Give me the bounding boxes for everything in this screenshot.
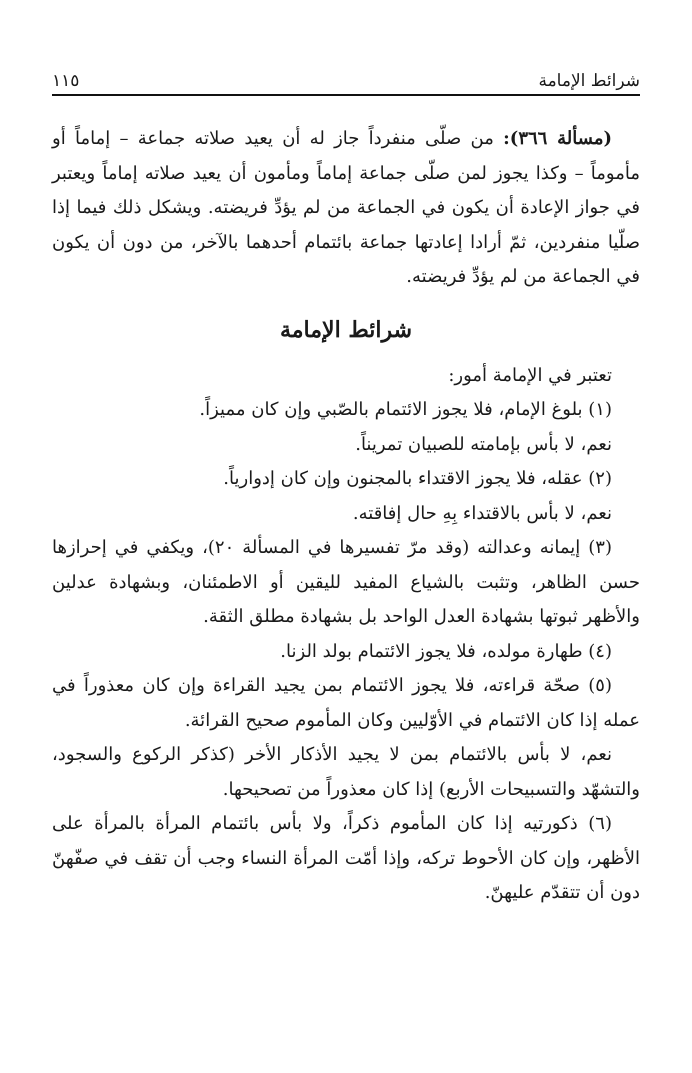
running-title: شرائط الإمامة [538, 71, 640, 91]
condition-6-masculinity: (٦) ذكورتيه إذا كان المأموم ذكراً، ولا بأس بائتمام المرأة بالمرأة على الأظهر، وإن كان الأحوط تركه، وإذا أمّت المرأة النساء وجب أن تقف في صفّهنّ دون أن تتقدّم عليهنّ. [52, 813, 640, 903]
masala-label: (مسألة ٣٦٦): [503, 128, 612, 149]
condition-4-legitimacy: (٤) طهارة مولده، فلا يجوز الائتمام بولد الزنا. [280, 640, 612, 662]
section-title: شرائط الإمامة [279, 316, 413, 343]
condition-1-note: نعم، لا بأس بإمامته للصبيان تمريناً. [355, 433, 612, 455]
condition-1-puberty: (١) بلوغ الإمام، فلا يجوز الائتمام بالصّبي وإن كان مميزاً. [199, 399, 612, 420]
masala-paragraph [52, 122, 640, 295]
header-rule [52, 94, 640, 96]
conditions-intro: تعتبر في الإمامة أمور: [448, 364, 612, 386]
condition-5-note: نعم، لا بأس بالائتمام بمن لا يجيد الأذكار الأخر (كذكر الركوع والسجود، والتشهّد والتسبيحات الأربع) إذا كان معذوراً من تصحيحها. [52, 744, 640, 800]
condition-5-recitation: (٥) صحّة قراءته، فلا يجوز الائتمام بمن يجيد القراءة وإن كان معذوراً في عمله إذا كان الائتمام في الأوّليين وكان المأموم صحيح القرائة. [52, 675, 640, 731]
page-number: ١١٥ [52, 71, 80, 91]
running-head [52, 62, 640, 94]
condition-2-note: نعم، لا بأس بالاقتداء بِهِ حال إفاقته. [352, 502, 612, 524]
book-page [52, 62, 640, 911]
condition-3-faith-justice: (٣) إيمانه وعدالته (وقد مرّ تفسيرها في المسألة ٢٠)، ويكفي في إحرازها حسن الظاهر، وتثبت بالشياع المفيد لليقين أو الاطمئنان، وبشهادة عدلين والأظهر ثبوتها بشهادة العدل الواحد بل بشهادة مطلق الثقة. [52, 537, 640, 627]
condition-2-sanity: (٢) عقله، فلا يجوز الاقتداء بالمجنون وإن كان إدوارياً. [223, 468, 612, 489]
masala-text: من صلّى منفرداً جاز له أن يعيد صلاته جماعة – إماماً أو مأموماً – وكذا يجوز لمن صلّى جماعة إماماً ومأمون أن يعيد صلاته إماماً ويعتبر في جواز الإعادة أن يكون في الجماعة من لم يؤدِّ فريضته. ويشكل ذلك فيما إذا صلّيا منفردين، ثمّ أرادا إعادتها جماعة بائتمام أحدهما بالآخر، من دون أن يكون في الجماعة من لم يؤدِّ فريضته. [52, 128, 640, 287]
